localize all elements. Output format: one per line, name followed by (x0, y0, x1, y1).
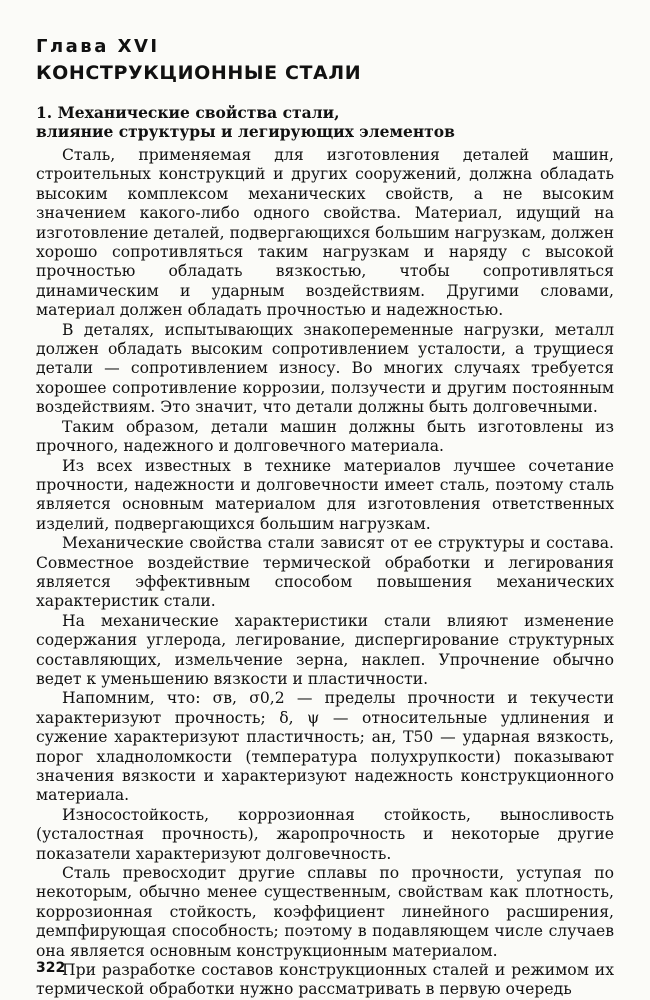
paragraph: Из всех известных в технике материалов лучшее сочетание прочности, надежности и долговечности имеет сталь, поэтому сталь является основным материалом для изготовления ответственных изделий, подвергающихся большим нагрузкам. (36, 456, 614, 533)
page-number: 322 (36, 960, 66, 976)
paragraph: При разработке составов конструкционных сталей и режимом их термической обработки нужно рассматривать в первую очередь (36, 961, 614, 999)
section-title-line-1: 1. Механические свойства стали, (36, 103, 340, 122)
paragraph: На механические характеристики стали влияют изменение содержания углерода, легирование, диспергирование структурных составляющих, измельчение зерна, наклеп. Упрочнение обычно ведет к уменьшению вязкости и пластичности. (36, 611, 614, 688)
body-text (36, 146, 614, 1000)
paragraph: Износостойкость, коррозионная стойкость, выносливость (усталостная прочность), жаропрочность и некоторые другие показатели характеризуют долговечность. (36, 805, 614, 863)
section-title (36, 103, 596, 141)
paragraph: Напомним, что: σв, σ0,2 — пределы прочности и текучести характеризуют прочность; δ, ψ — относительные удлинения и сужение характеризуют пластичность; aн, T50 — ударная вязкость, порог хладноломкости (температура полухрупкости) показывают значения вязкости и характеризуют надежность конструкционного материала. (36, 689, 614, 805)
paragraph: Механические свойства стали зависят от ее структуры и состава. Совместное воздействие термической обработки и легирования является эффективным способом повышения механических характеристик стали. (36, 534, 614, 611)
section-title-line-2: влияние структуры и легирующих элементов (36, 122, 455, 141)
paragraph: Таким образом, детали машин должны быть изготовлены из прочного, надежного и долговечного материала. (36, 417, 614, 456)
chapter-label: Глава XVI (36, 36, 160, 57)
paragraph: Сталь превосходит другие сплавы по прочности, уступая по некоторым, обычно менее существенным, свойствам как плотность, коррозионная стойкость, коэффициент линейного расширения, демпфирующая способность; поэтому в подавляющем числе случаев она является основным конструкционным материалом. (36, 864, 614, 960)
paragraph: Сталь, применяемая для изготовления деталей машин, строительных конструкций и других сооружений, должна обладать высоким комплексом механических свойств, а не высоким значением какого-либо одного свойства. Материал, идущий на изготовление деталей, подвергающихся большим нагрузкам, должен хорошо сопротивляться таким нагрузкам и наряду с высокой прочностью обладать вязкостью, чтобы сопротивляться динамическим и ударным воздействиям. Другими словами, материал должен обладать прочностью и надежностью. (36, 146, 614, 320)
paragraph: В деталях, испытывающих знакопеременные нагрузки, металл должен обладать высоким сопротивлением усталости, а трущиеся детали — сопротивлением износу. Во многих случаях требуется хорошее сопротивление коррозии, ползучести и другим постоянным воздействиям. Это значит, что детали должны быть долговечными. (36, 320, 614, 417)
chapter-title: КОНСТРУКЦИОННЫЕ СТАЛИ (36, 62, 362, 84)
